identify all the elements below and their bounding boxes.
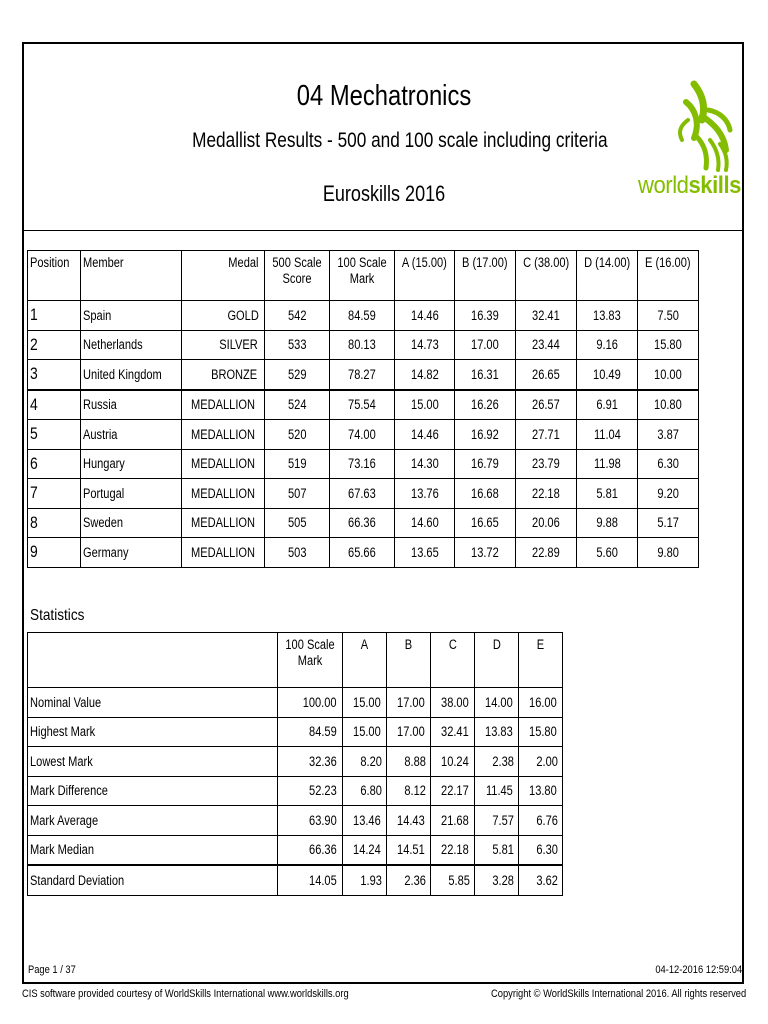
- page-subtitle: Medallist Results - 500 and 100 scale including criteria: [192, 129, 608, 152]
- cell-a: 14.73: [395, 330, 455, 360]
- cell-mark100: 80.13: [330, 330, 395, 360]
- col-c: C (38.00): [515, 251, 576, 301]
- cell-a: 1.93: [343, 865, 387, 895]
- col-member: Member: [81, 251, 182, 301]
- footer-credit: CIS software provided courtesy of WorldSkills International www.worldskills.org: [22, 988, 349, 1000]
- cell-d: 9.88: [576, 508, 637, 538]
- cell-c: 22.18: [515, 479, 576, 509]
- cell-member: United Kingdom: [81, 360, 182, 390]
- col-d: D (14.00): [576, 251, 637, 301]
- cell-b: 13.72: [455, 538, 516, 568]
- cell-label: Mark Average: [28, 806, 278, 836]
- cell-e: 2.00: [518, 747, 562, 777]
- cell-medal: MEDALLION: [182, 538, 265, 568]
- worldskills-wordmark: worldskills: [638, 172, 741, 199]
- cell-position: 6: [28, 449, 81, 479]
- cell-medal: MEDALLION: [182, 449, 265, 479]
- cell-mark100: 52.23: [277, 776, 342, 806]
- cell-c: 22.89: [515, 538, 576, 568]
- cell-member: Netherlands: [81, 330, 182, 360]
- col-statistic-label: [28, 633, 278, 688]
- cell-label: Nominal Value: [28, 688, 278, 718]
- cell-label: Highest Mark: [28, 717, 278, 747]
- cell-medal: GOLD: [182, 301, 265, 331]
- cell-e: 6.30: [518, 835, 562, 865]
- cell-member: Spain: [81, 301, 182, 331]
- cell-medal: BRONZE: [182, 360, 265, 390]
- page-number: Page 1 / 37: [28, 964, 76, 976]
- cell-e: 9.80: [638, 538, 699, 568]
- worldskills-mark-icon: [636, 80, 736, 175]
- cell-b: 17.00: [455, 330, 516, 360]
- cell-e: 7.50: [638, 301, 699, 331]
- cell-label: Standard Deviation: [28, 865, 278, 895]
- cell-e: 10.80: [638, 390, 699, 420]
- cell-b: 16.26: [455, 390, 516, 420]
- table-row: [28, 301, 699, 331]
- cell-d: 10.49: [576, 360, 637, 390]
- cell-score500: 507: [265, 479, 330, 509]
- cell-d: 7.57: [474, 806, 518, 836]
- table-row: [28, 865, 563, 895]
- cell-mark100: 67.63: [330, 479, 395, 509]
- col-100-scale-mark: 100 Scale Mark: [330, 251, 395, 301]
- cell-label: Lowest Mark: [28, 747, 278, 777]
- cell-a: 15.00: [343, 717, 387, 747]
- cell-a: 6.80: [343, 776, 387, 806]
- cell-position: 4: [28, 390, 81, 420]
- cell-member: Portugal: [81, 479, 182, 509]
- cell-position: 3: [28, 360, 81, 390]
- results-header-row: [28, 251, 699, 301]
- cell-c: 27.71: [515, 420, 576, 450]
- cell-d: 6.91: [576, 390, 637, 420]
- cell-member: Germany: [81, 538, 182, 568]
- table-row: [28, 360, 699, 390]
- cell-position: 7: [28, 479, 81, 509]
- cell-mark100: 84.59: [277, 717, 342, 747]
- cell-score500: 542: [265, 301, 330, 331]
- cell-e: 15.80: [638, 330, 699, 360]
- cell-member: Austria: [81, 420, 182, 450]
- cell-e: 3.87: [638, 420, 699, 450]
- cell-c: 22.17: [430, 776, 474, 806]
- table-row: [28, 835, 563, 865]
- col-e: E (16.00): [638, 251, 699, 301]
- cell-d: 14.00: [474, 688, 518, 718]
- cell-a: 14.82: [395, 360, 455, 390]
- col-position: Position: [28, 251, 81, 301]
- cell-a: 14.60: [395, 508, 455, 538]
- table-row: [28, 420, 699, 450]
- table-row: [28, 449, 699, 479]
- table-row: [28, 508, 699, 538]
- table-row: [28, 688, 563, 718]
- cell-member: Russia: [81, 390, 182, 420]
- cell-a: 14.46: [395, 301, 455, 331]
- cell-b: 14.43: [386, 806, 430, 836]
- col-100-scale-mark: 100 Scale Mark: [277, 633, 342, 688]
- cell-mark100: 78.27: [330, 360, 395, 390]
- footer-copyright: Copyright © WorldSkills International 2016. All rights reserved: [490, 988, 746, 1000]
- cell-d: 2.38: [474, 747, 518, 777]
- cell-c: 26.57: [515, 390, 576, 420]
- cell-c: 32.41: [515, 301, 576, 331]
- cell-a: 13.76: [395, 479, 455, 509]
- cell-b: 16.31: [455, 360, 516, 390]
- table-row: [28, 538, 699, 568]
- cell-a: 15.00: [343, 688, 387, 718]
- cell-label: Mark Median: [28, 835, 278, 865]
- cell-d: 11.45: [474, 776, 518, 806]
- cell-medal: MEDALLION: [182, 479, 265, 509]
- cell-b: 2.36: [386, 865, 430, 895]
- cell-c: 20.06: [515, 508, 576, 538]
- worldskills-logo: [636, 80, 741, 200]
- cell-mark100: 65.66: [330, 538, 395, 568]
- cell-mark100: 75.54: [330, 390, 395, 420]
- statistics-heading: Statistics: [30, 607, 85, 624]
- cell-c: 10.24: [430, 747, 474, 777]
- statistics-table: [27, 632, 563, 896]
- col-b: B (17.00): [455, 251, 516, 301]
- cell-score500: 519: [265, 449, 330, 479]
- table-row: [28, 776, 563, 806]
- cell-d: 11.98: [576, 449, 637, 479]
- cell-c: 21.68: [430, 806, 474, 836]
- cell-d: 5.81: [474, 835, 518, 865]
- cell-mark100: 63.90: [277, 806, 342, 836]
- cell-a: 14.24: [343, 835, 387, 865]
- cell-d: 13.83: [474, 717, 518, 747]
- cell-d: 5.60: [576, 538, 637, 568]
- col-c: C: [430, 633, 474, 688]
- cell-d: 3.28: [474, 865, 518, 895]
- cell-b: 16.68: [455, 479, 516, 509]
- cell-medal: MEDALLION: [182, 420, 265, 450]
- cell-a: 15.00: [395, 390, 455, 420]
- cell-mark100: 74.00: [330, 420, 395, 450]
- cell-mark100: 66.36: [277, 835, 342, 865]
- statistics-header-row: [28, 633, 563, 688]
- cell-d: 5.81: [576, 479, 637, 509]
- cell-score500: 505: [265, 508, 330, 538]
- cell-a: 14.46: [395, 420, 455, 450]
- cell-position: 1: [28, 301, 81, 331]
- page-title: 04 Mechatronics: [296, 80, 472, 112]
- col-a: A: [343, 633, 387, 688]
- cell-b: 8.88: [386, 747, 430, 777]
- cell-medal: SILVER: [182, 330, 265, 360]
- cell-member: Hungary: [81, 449, 182, 479]
- cell-e: 9.20: [638, 479, 699, 509]
- cell-mark100: 84.59: [330, 301, 395, 331]
- cell-score500: 529: [265, 360, 330, 390]
- col-e: E: [518, 633, 562, 688]
- table-row: [28, 717, 563, 747]
- cell-e: 6.76: [518, 806, 562, 836]
- table-row: [28, 806, 563, 836]
- cell-c: 23.79: [515, 449, 576, 479]
- cell-a: 13.46: [343, 806, 387, 836]
- cell-b: 16.79: [455, 449, 516, 479]
- table-row: [28, 747, 563, 777]
- cell-position: 5: [28, 420, 81, 450]
- table-row: [28, 330, 699, 360]
- cell-e: 6.30: [638, 449, 699, 479]
- table-row: [28, 479, 699, 509]
- cell-b: 17.00: [386, 688, 430, 718]
- cell-mark100: 73.16: [330, 449, 395, 479]
- cell-position: 2: [28, 330, 81, 360]
- cell-c: 26.65: [515, 360, 576, 390]
- cell-c: 23.44: [515, 330, 576, 360]
- col-medal: Medal: [182, 251, 265, 301]
- event-name: Euroskills 2016: [322, 181, 446, 206]
- table-row: [28, 390, 699, 420]
- col-d: D: [474, 633, 518, 688]
- print-timestamp: 04-12-2016 12:59:04: [655, 964, 742, 976]
- cell-mark100: 100.00: [277, 688, 342, 718]
- cell-score500: 533: [265, 330, 330, 360]
- cell-c: 5.85: [430, 865, 474, 895]
- cell-mark100: 66.36: [330, 508, 395, 538]
- col-500-scale-score: 500 Scale Score: [265, 251, 330, 301]
- cell-d: 9.16: [576, 330, 637, 360]
- cell-a: 8.20: [343, 747, 387, 777]
- cell-b: 17.00: [386, 717, 430, 747]
- cell-e: 15.80: [518, 717, 562, 747]
- cell-score500: 524: [265, 390, 330, 420]
- cell-b: 16.65: [455, 508, 516, 538]
- cell-b: 16.92: [455, 420, 516, 450]
- cell-a: 13.65: [395, 538, 455, 568]
- cell-d: 13.83: [576, 301, 637, 331]
- col-b: B: [386, 633, 430, 688]
- cell-e: 3.62: [518, 865, 562, 895]
- cell-e: 16.00: [518, 688, 562, 718]
- cell-mark100: 14.05: [277, 865, 342, 895]
- cell-medal: MEDALLION: [182, 390, 265, 420]
- cell-mark100: 32.36: [277, 747, 342, 777]
- cell-b: 16.39: [455, 301, 516, 331]
- cell-score500: 503: [265, 538, 330, 568]
- cell-e: 10.00: [638, 360, 699, 390]
- cell-e: 5.17: [638, 508, 699, 538]
- cell-e: 13.80: [518, 776, 562, 806]
- header-divider: [22, 230, 744, 231]
- cell-member: Sweden: [81, 508, 182, 538]
- cell-score500: 520: [265, 420, 330, 450]
- cell-c: 32.41: [430, 717, 474, 747]
- results-table: [27, 250, 699, 568]
- cell-position: 9: [28, 538, 81, 568]
- cell-medal: MEDALLION: [182, 508, 265, 538]
- cell-position: 8: [28, 508, 81, 538]
- cell-c: 38.00: [430, 688, 474, 718]
- cell-label: Mark Difference: [28, 776, 278, 806]
- cell-b: 14.51: [386, 835, 430, 865]
- cell-d: 11.04: [576, 420, 637, 450]
- cell-c: 22.18: [430, 835, 474, 865]
- cell-a: 14.30: [395, 449, 455, 479]
- cell-b: 8.12: [386, 776, 430, 806]
- col-a: A (15.00): [395, 251, 455, 301]
